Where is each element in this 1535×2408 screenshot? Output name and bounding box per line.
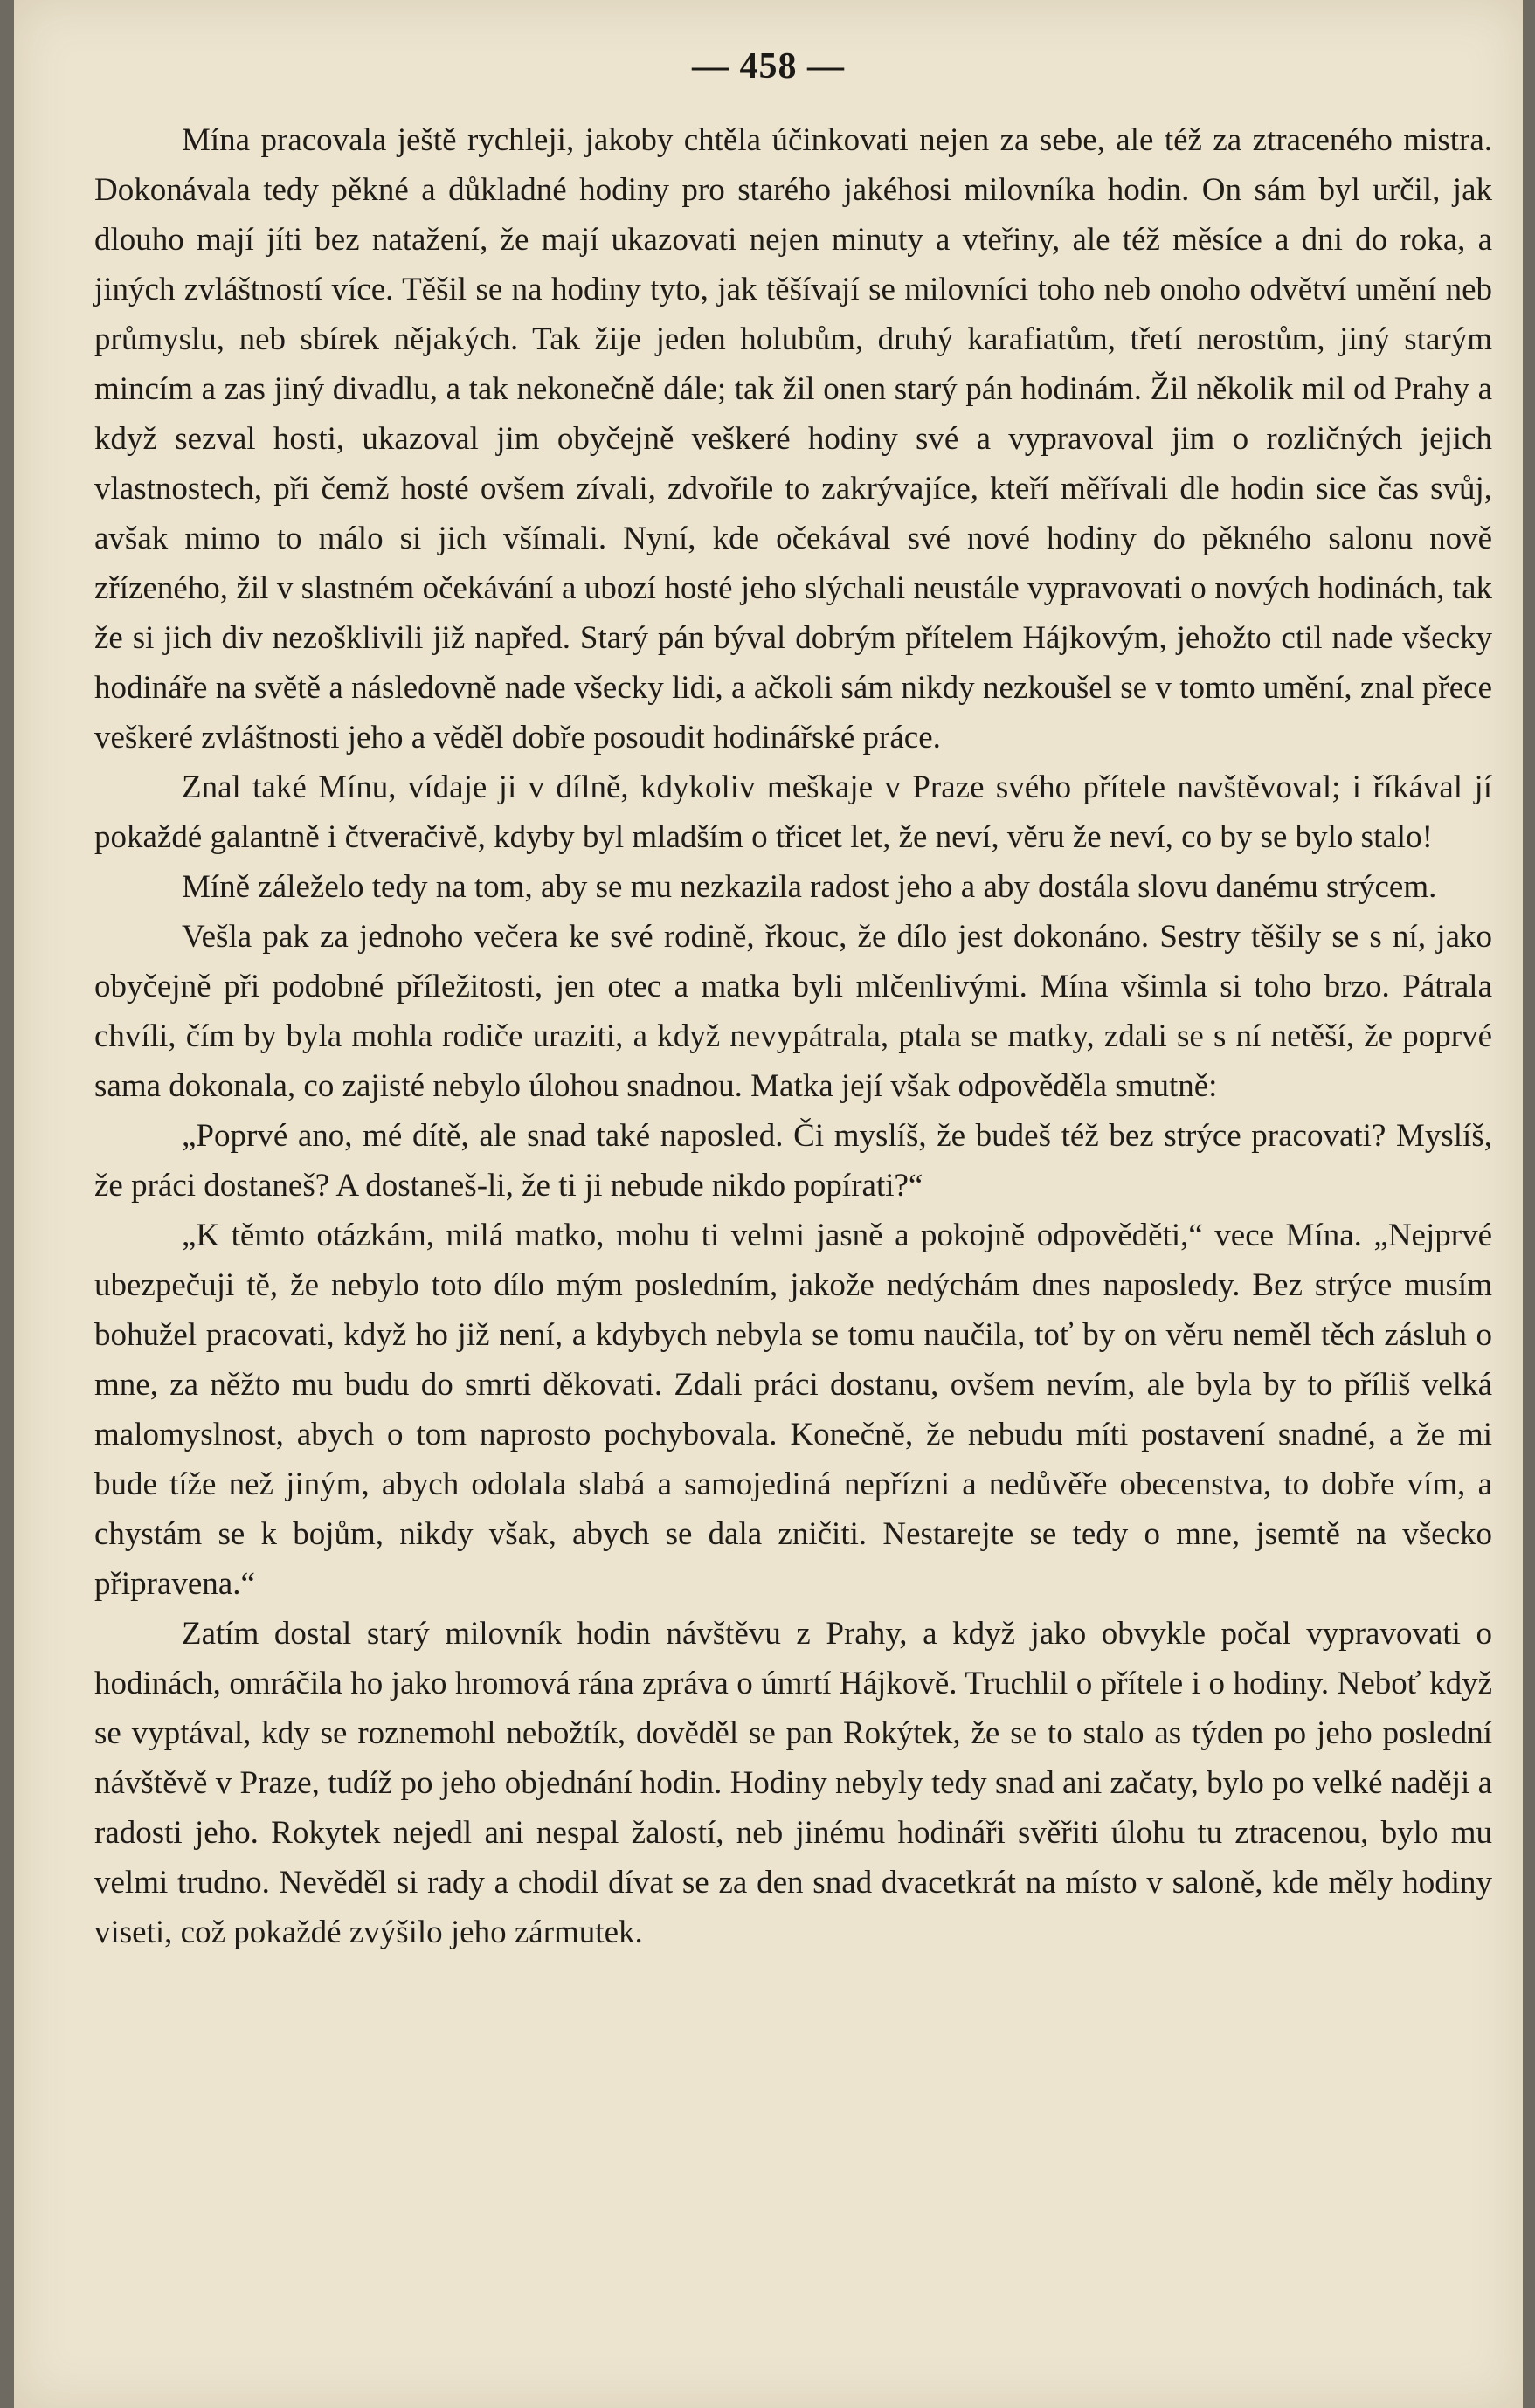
paragraph: „K těmto otázkám, milá matko, mohu ti velmi jasně a pokojně odpověděti,“ vece Mína. „Nejprvé ubezpečuji tě, že nebylo toto dílo mým posledním, jakože nedýchám dnes naposledy. Bez strýce musím bohužel pracovati, když ho již není, a kdybych nebyla se tomu naučila, toť by on věru neměl těch zásluh o mne, za něžto mu budu do smrti děkovati. Zdali práci dostanu, ovšem nevím, ale byla by to příliš velká malomyslnost, abych o tom naprosto pochybovala. Konečně, že nebudu míti postavení snadné, a že mi bude tíže než jiným, abych odolala slabá a samojediná nepřízni a nedůvěře obecenstva, to dobře vím, a chystám se k bojům, nikdy však, abych se dala zničiti. Nestarejte se tedy o mne, jsemtě na všecko připravena.“	[94, 1218, 1492, 1602]
paragraph: Vešla pak za jednoho večera ke své rodině, řkouc, že dílo jest dokonáno. Sestry těšily se s ní, jako obyčejně při podobné příležitosti, jen otec a matka byli mlčenlivými. Mína všimla si toho brzo. Pátrala chvíli, čím by byla mohla rodiče uraziti, a když nevypátrala, ptala se matky, zdali se s ní netěší, že poprvé sama dokonala, co zajisté nebylo úlohou snadnou. Matka její však odpověděla smutně:	[94, 919, 1492, 1104]
paragraph: Mína pracovala ještě rychleji, jakoby chtěla účinkovati nejen za sebe, ale též za ztraceného mistra. Dokonávala tedy pěkné a důkladné hodiny pro starého jakéhosi milovníka hodin. On sám byl určil, jak dlouho mají jíti bez natažení, že mají ukazovati nejen minuty a vteřiny, ale též měsíce a dni do roka, a jiných zvláštností více. Těšil se na hodiny tyto, jak těšívají se milovníci toho neb onoho odvětví umění neb průmyslu, neb sbírek nějakých. Tak žije jeden holubům, druhý karafiatům, třetí nerostům, jiný starým mincím a zas jiný divadlu, a tak nekonečně dále; tak žil onen starý pán hodinám. Žil několik mil od Prahy a když sezval hosti, ukazoval jim obyčejně veškeré hodiny své a vypravoval jim o rozličných jejich vlastnostech, při čemž hosté ovšem zívali, zdvořile to zakrývajíce, kteří měřívali dle hodin sice čas svůj, avšak mimo to málo si jich všímali. Nyní, kde očekával své nové hodiny do pěkného salonu nově zřízeného, žil v slastném očekávání a ubozí hosté jeho slýchali neustále vypravovati o nových hodinách, tak že si jich div nezošklivili již napřed. Starý pán býval dobrým přítelem Hájkovým, jehožto ctil nade všecky hodináře na světě a následovně nade všecky lidi, a ačkoli sám nikdy nezkoušel se v tomto umění, znal přece veškeré zvláštnosti jeho a věděl dobře posoudit hodinářské práce.	[94, 122, 1492, 756]
paragraph: „Poprvé ano, mé dítě, ale snad také naposled. Či myslíš, že budeš též bez strýce pracovati? Myslíš, že práci dostaneš? A dostaneš-li, že ti ji nebude nikdo popírati?“	[94, 1118, 1492, 1204]
page-number: — 458 —	[692, 46, 845, 86]
book-page	[14, 0, 1523, 2408]
paragraph: Zatím dostal starý milovník hodin návštěvu z Prahy, a když jako obvykle počal vypravovati o hodinách, omráčila ho jako hromová rána zpráva o úmrtí Hájkově. Truchlil o přítele i o hodiny. Neboť když se vyptával, kdy se roznemohl nebožtík, dověděl se pan Rokýtek, že se to stalo as týden po jeho poslední návštěvě v Praze, tudíž po jeho objednání hodin. Hodiny nebyly tedy snad ani začaty, bylo po velké naději a radosti jeho. Rokytek nejedl ani nespal žalostí, neb jinému hodináři svěřiti úlohu tu ztracenou, bylo mu velmi trudno. Nevěděl si rady a chodil dívat se za den snad dvacetkrát na místo v saloně, kde měly hodiny viseti, což pokaždé zvýšilo jeho zármutek.	[94, 1616, 1492, 1950]
body-text	[94, 115, 1492, 1957]
paragraph: Míně záleželo tedy na tom, aby se mu nezkazila radost jeho a aby dostála slovu danému strýcem.	[182, 869, 1437, 905]
paragraph: Znal také Mínu, vídaje ji v dílně, kdykoliv meškaje v Praze svého přítele navštěvoval; i říkával jí pokaždé galantně i čtveračivě, kdyby byl mladším o třicet let, že neví, věru že neví, co by se bylo stalo!	[94, 769, 1492, 855]
